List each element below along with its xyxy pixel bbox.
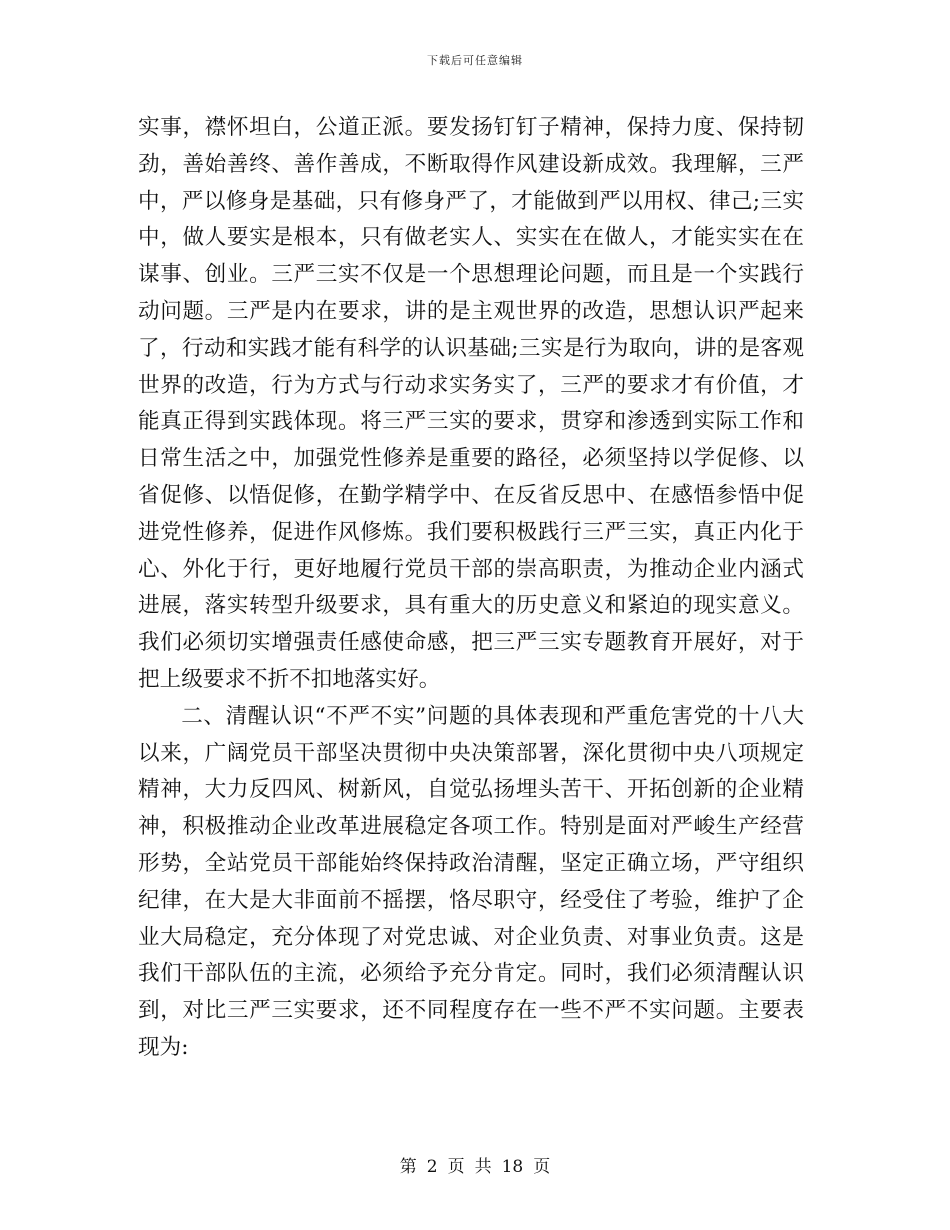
footer-label-gong: 共: [474, 1157, 492, 1177]
body-paragraph-section-two: 二、清醒认识“不严不实”问题的具体表现和严重危害党的十八大以来，广阔党员干部坚决贯彻中央决策部署，深化贯彻中央八项规定精神，大力反四风、树新风，自觉弘扬埋头苦干、开拓创新的企业精神，积极推动企业改革进展稳定各项工作。特别是面对严峻生产经营形势，全站党员干部能始终保持政治清醒，坚定正确立场，严守组织纪律，在大是大非面前不摇摆，恪尽职守，经受住了考验，维护了企业大局稳定，充分体现了对党忠诚、对企业负责、对事业负责。这是我们干部队伍的主流，必须给予充分肯定。同时，我们必须清醒认识到，对比三严三实要求，还不同程度存在一些不严不实问题。主要表现为:: [138, 703, 804, 1060]
footer-label-ye: 页: [447, 1157, 465, 1177]
page-footer: [0, 1152, 950, 1177]
page-header: 下载后可任意编辑: [427, 54, 523, 67]
footer-label-ye2: 页: [533, 1157, 551, 1177]
footer-label-di: 第: [399, 1157, 417, 1177]
document-body: [138, 110, 804, 1067]
footer-total-pages: 18: [501, 1157, 524, 1177]
footer-current-page: 2: [426, 1157, 438, 1177]
body-paragraph-continued: 实事，襟怀坦白，公道正派。要发扬钉钉子精神，保持力度、保持韧劲，善始善终、善作善成，不断取得作风建设新成效。我理解，三严中，严以修身是基础，只有修身严了，才能做到严以用权、律己;三实中，做人要实是根本，只有做老实人、实实在在做人，才能实实在在谋事、创业。三严三实不仅是一个思想理论问题，而且是一个实践行动问题。三严是内在要求，讲的是主观世界的改造，思想认识严起来了，行动和实践才能有科学的认识基础;三实是行为取向，讲的是客观世界的改造，行为方式与行动求实务实了，三严的要求才有价值，才能真正得到实践体现。将三严三实的要求，贯穿和渗透到实际工作和日常生活之中，加强党性修养是重要的路径，必须坚持以学促修、以省促修、以悟促修，在勤学精学中、在反省反思中、在感悟参悟中促进党性修养，促进作风修炼。我们要积极践行三严三实，真正内化于心、外化于行，更好地履行党员干部的崇高职责，为推动企业内涵式进展，落实转型升级要求，具有重大的历史意义和紧迫的现实意义。我们必须切实增强责任感使命感，把三严三实专题教育开展好，对于把上级要求不折不扣地落实好。: [138, 115, 804, 692]
